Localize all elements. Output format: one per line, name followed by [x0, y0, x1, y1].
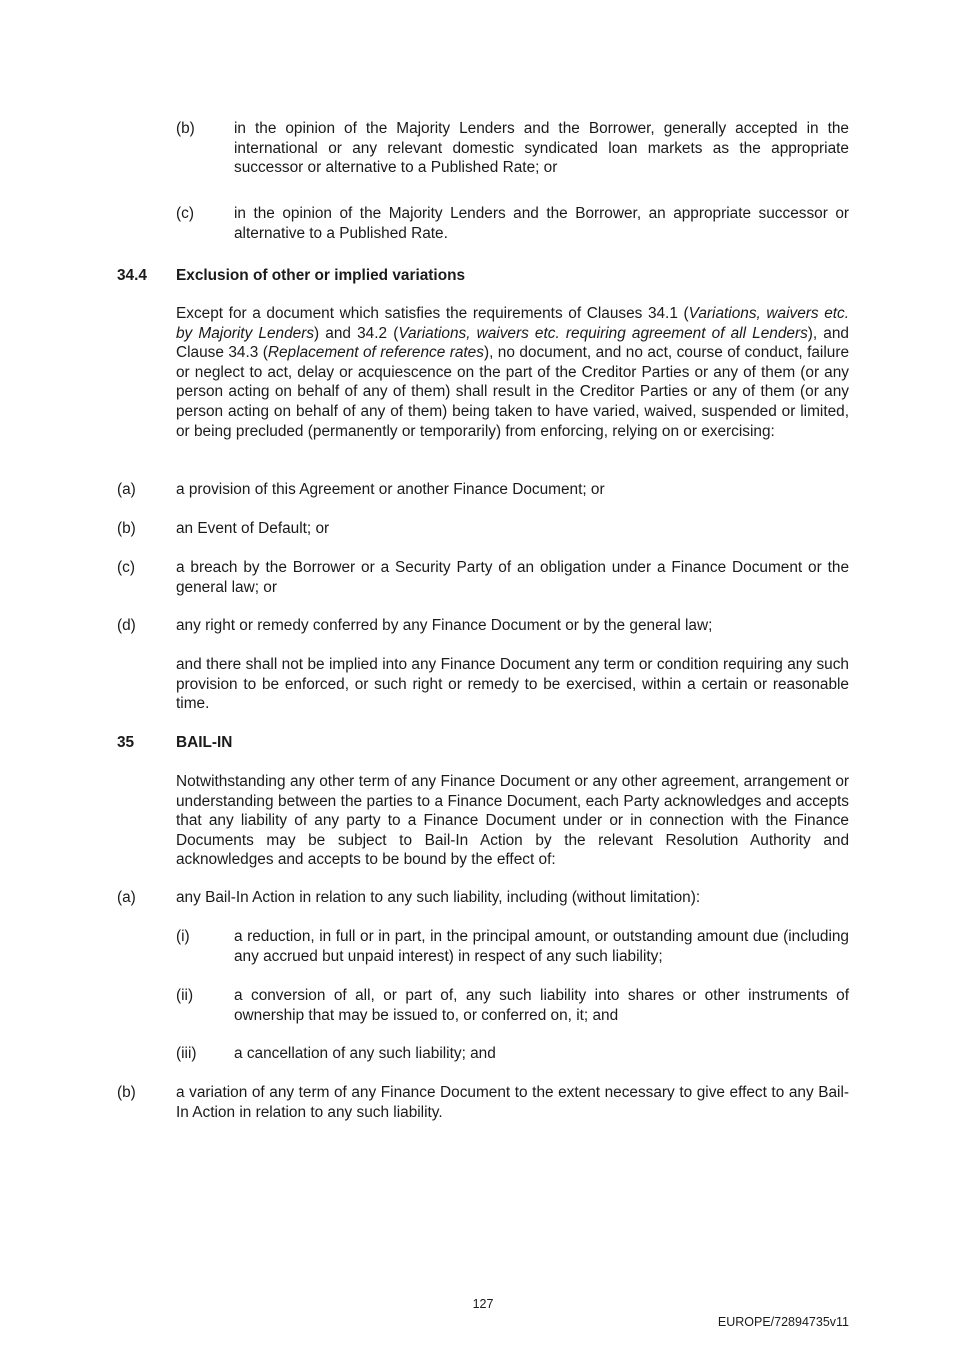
section-heading: Exclusion of other or implied variations — [176, 267, 466, 284]
section-heading: BAIL-IN — [176, 734, 233, 751]
section-number: 35 — [117, 734, 135, 751]
list-label: (b) — [117, 1084, 136, 1101]
list-item-text: any Bail-In Action in relation to any such liability, including (without limitation): — [176, 889, 701, 906]
page-number: 127 — [472, 1297, 494, 1311]
sublist-label: (ii) — [176, 987, 194, 1004]
sublist-label: (iii) — [176, 1045, 197, 1062]
list-item-text: in the opinion of the Majority Lenders and the Borrower, an appropriate successor or alternative to a Published Rate. — [234, 205, 849, 242]
list-item-text: any right or remedy conferred by any Finance Document or by the general law; — [176, 617, 713, 634]
list-label: (c) — [117, 559, 135, 576]
list-label: (a) — [117, 481, 136, 498]
section-intro-paragraph: Notwithstanding any other term of any Finance Document or any other agreement, arrangement or understanding between the parties to a Finance Document, each Party acknowledges and accepts that any liability of any party to a Finance Document under or in connection with the Finance Documents may be subject to Bail-In Action by the relevant Resolution Authority and acknowledges and accepts to be bound by the effect of: — [176, 773, 849, 869]
list-label: (c) — [176, 205, 194, 222]
list-item-text: in the opinion of the Majority Lenders and the Borrower, generally accepted in the international or any relevant domestic syndicated loan markets as the appropriate successor or alternative to a Published Rate; or — [234, 120, 849, 177]
document-reference: EUROPE/72894735v11 — [717, 1315, 849, 1329]
sublist-label: (i) — [176, 928, 190, 945]
list-label: (b) — [176, 120, 195, 137]
list-item-text: a breach by the Borrower or a Security Party of an obligation under a Finance Document or the general law; or — [176, 559, 849, 596]
sublist-item-text: a reduction, in full or in part, in the principal amount, or outstanding amount due (including any accrued but unpaid interest) in respect of any such liability; — [234, 928, 849, 965]
section-intro-paragraph: Except for a document which satisfies the requirements of Clauses 34.1 (Variations, waivers etc. by Majority Lenders) and 34.2 (Variations, waivers etc. requiring agreement of all Lenders), and Clause 34.3 (Replacement of reference rates), no document, and no act, course of conduct, failure or neglect to act, delay or acquiescence on the part of the Creditor Parties or any of them (or any person acting on behalf of any of them) shall result in the Creditor Parties or any of them (or any person acting on behalf of any of them) being taken to have varied, waived, suspended or limited, or being precluded (permanently or temporarily) from enforcing, relying on or exercising: — [176, 305, 850, 440]
sublist-item-text: a cancellation of any such liability; and — [234, 1045, 496, 1062]
list-label: (a) — [117, 889, 136, 906]
closing-paragraph: and there shall not be implied into any Finance Document any term or condition requiring any such provision to be enforced, or such right or remedy to be exercised, within a certain or reasonable time. — [176, 656, 849, 713]
list-item-text: a provision of this Agreement or another Finance Document; or — [176, 481, 605, 498]
sublist-item-text: a conversion of all, or part of, any such liability into shares or other instruments of ownership that may be issued to, or conferred on, it; and — [234, 987, 849, 1024]
section-number: 34.4 — [117, 267, 147, 284]
list-item-text: a variation of any term of any Finance Document to the extent necessary to give effect to any Bail-In Action in relation to any such liability. — [176, 1084, 849, 1121]
list-item-text: an Event of Default; or — [176, 520, 330, 537]
list-label: (b) — [117, 520, 136, 537]
list-label: (d) — [117, 617, 136, 634]
